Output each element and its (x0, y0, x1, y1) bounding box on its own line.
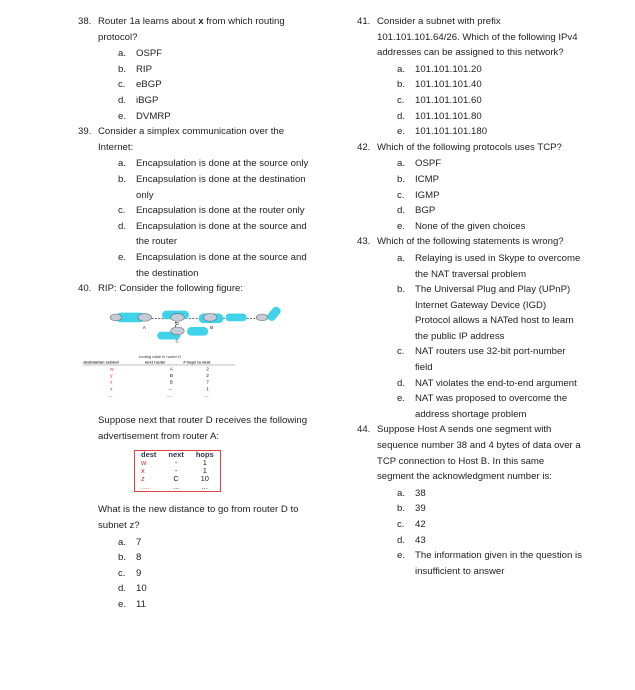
question-text: Which of the following protocols uses TCP? (377, 141, 562, 153)
question-40-context: Suppose next that router D receives the following advertisement from router A: (98, 415, 308, 442)
table-cell: 10 (200, 474, 209, 484)
option-letter: a. (397, 487, 406, 499)
routing-table-title: routing table in router D (138, 353, 181, 359)
table-header: # hops to dest (183, 359, 211, 365)
question-number: 43. (357, 236, 371, 248)
table-header: destination subnet (83, 359, 119, 365)
option-letter: c. (397, 94, 405, 106)
option-text: NAT routers use 32-bit port-number field (415, 346, 566, 374)
table-cell: .... (141, 482, 150, 492)
router-label-c: C (175, 339, 179, 345)
option-b (357, 172, 582, 188)
option-b (357, 282, 582, 344)
option-text: Encapsulation is done at the source and the destination (136, 251, 307, 279)
options-43 (357, 251, 582, 423)
option-text: The information given in the question is insufficient to answer (415, 550, 582, 577)
option-text: 101.101.101.40 (415, 79, 482, 91)
left-column (78, 14, 318, 613)
option-e (357, 548, 582, 579)
table-row (135, 459, 221, 467)
table-cell: - (174, 466, 178, 476)
question-text: Consider a subnet with prefix 101.101.101.64/26. Which of the following IPv4 addresses can be assigned to this network? (377, 16, 578, 59)
options-40 (78, 535, 318, 613)
table-cell: 1 (202, 458, 207, 468)
option-c (357, 344, 582, 375)
table-cell: ... (173, 482, 180, 492)
question-42 (357, 140, 582, 156)
option-text: Encapsulation is done at the source and the router (136, 220, 307, 248)
table-cell: w (141, 458, 147, 468)
option-b (78, 62, 318, 78)
option-text: ICMP (415, 173, 439, 185)
table-cell: .... (166, 393, 173, 399)
question-text: RIP: Consider the following figure: (98, 283, 244, 295)
option-letter: d. (118, 583, 127, 595)
option-letter: b. (397, 173, 406, 185)
table-cell: ... (201, 482, 208, 492)
option-d (357, 109, 582, 125)
option-letter: a. (118, 158, 127, 170)
option-text: Relaying is used in Skype to overcome the NAT traversal problem (415, 252, 581, 280)
option-letter: d. (397, 377, 406, 389)
option-letter: a. (397, 158, 406, 170)
table-header: next router (144, 359, 166, 365)
option-c (357, 517, 582, 533)
question-44 (357, 422, 582, 484)
option-a (78, 156, 318, 172)
option-letter: b. (118, 63, 127, 75)
option-letter: a. (397, 252, 406, 264)
question-43 (357, 234, 582, 250)
option-text: 11 (136, 599, 146, 611)
table-header: dest (141, 450, 157, 460)
table-cell: w (110, 366, 114, 372)
router-icon (171, 327, 184, 335)
router-icon (256, 314, 268, 321)
option-text: Encapsulation is done at the destination only (136, 173, 306, 201)
option-text: 101.101.101.20 (415, 63, 482, 75)
option-text: DVMRP (136, 110, 171, 122)
option-d (78, 93, 318, 109)
option-letter: a. (397, 63, 406, 75)
option-text: 101.101.101.180 (415, 126, 488, 138)
table-cell: A (169, 366, 173, 372)
option-c (78, 77, 318, 93)
option-b (78, 550, 318, 566)
table-cell: z (141, 474, 145, 484)
option-text: iBGP (136, 94, 159, 106)
option-a (78, 46, 318, 62)
option-letter: a. (118, 48, 127, 60)
question-text: Suppose Host A sends one segment with sequence number 38 and 4 bytes of data over a TCP connection to Host B. In this same segment the acknowledgment number is: (377, 424, 581, 483)
option-text: NAT was proposed to overcome the address shortage problem (415, 393, 568, 420)
option-letter: b. (118, 173, 127, 185)
table-cell: 1 (206, 387, 209, 393)
option-text: 38 (415, 487, 426, 499)
option-c (357, 188, 582, 204)
subnet-z (266, 305, 283, 322)
option-text: 101.101.101.60 (415, 94, 482, 106)
router-label-d: D (175, 321, 179, 327)
subnet-segment (226, 313, 247, 321)
option-letter: e. (397, 126, 406, 138)
option-text: Encapsulation is done at the source only (136, 158, 309, 170)
table-cell: B (169, 373, 173, 379)
option-d (78, 581, 318, 597)
option-letter: c. (118, 567, 126, 579)
table-cell: - (174, 458, 178, 468)
question-41 (357, 14, 582, 61)
option-text: Encapsulation is done at the router only (136, 205, 305, 217)
option-letter: e. (397, 393, 406, 405)
option-a (357, 251, 582, 282)
option-letter: d. (397, 205, 406, 217)
question-number: 41. (357, 16, 371, 27)
option-letter: e. (118, 251, 127, 263)
table-cell: x (110, 387, 113, 393)
table-header-row (135, 451, 221, 460)
table-cell: 1 (202, 466, 207, 476)
option-c (357, 93, 582, 109)
rip-network-figure (78, 302, 298, 402)
option-letter: b. (397, 284, 406, 296)
option-b (357, 77, 582, 93)
option-d (357, 376, 582, 392)
table-cell: .... (107, 393, 113, 399)
question-39 (78, 124, 318, 155)
table-cell: C (173, 474, 179, 484)
option-e (78, 250, 318, 281)
option-letter: c. (397, 189, 405, 201)
table-cell: z (110, 380, 113, 386)
option-d (357, 203, 582, 219)
options-44 (357, 486, 582, 580)
option-letter: d. (397, 110, 406, 122)
option-text: RIP (136, 63, 152, 75)
option-text: 9 (136, 567, 142, 579)
option-text: 42 (415, 519, 426, 530)
option-letter: d. (397, 534, 406, 546)
option-text: 8 (136, 552, 142, 564)
subnet-z-part (187, 327, 208, 336)
options-42 (357, 156, 582, 234)
router-label-a: A (142, 325, 147, 331)
option-d (78, 219, 318, 250)
option-a (357, 486, 582, 502)
table-cell: B (169, 380, 173, 386)
option-letter: c. (118, 79, 126, 91)
option-letter: c. (397, 346, 405, 358)
option-a (357, 156, 582, 172)
question-40-prompt: What is the new distance to go from router D to subnet z? (98, 504, 299, 532)
question-number: 38. (78, 16, 92, 27)
question-text: Consider a simplex communication over the Internet: (98, 126, 285, 153)
option-letter: a. (118, 536, 127, 548)
option-letter: e. (118, 110, 127, 122)
option-text: NAT violates the end-to-end argument (415, 377, 577, 389)
table-cell: .... (203, 393, 209, 399)
option-e (78, 109, 318, 125)
option-text: 101.101.101.80 (415, 110, 482, 122)
option-letter: e. (397, 550, 406, 562)
option-e (357, 219, 582, 235)
option-d (357, 533, 582, 549)
option-letter: b. (118, 552, 127, 564)
option-letter: b. (397, 503, 406, 515)
option-e (78, 597, 318, 613)
table-header: next (168, 450, 184, 460)
option-letter: b. (397, 79, 406, 91)
table-cell: x (141, 466, 145, 476)
option-letter: d. (118, 94, 127, 106)
question-number: 40. (78, 283, 92, 295)
router-icon (203, 313, 216, 321)
router-label-b: B (210, 325, 214, 331)
option-text: OSPF (136, 48, 163, 60)
option-c (78, 203, 318, 219)
option-text: 7 (136, 536, 142, 548)
options-38 (78, 46, 318, 124)
advertisement-table (134, 450, 221, 492)
option-text: IGMP (415, 189, 440, 201)
question-40 (78, 281, 318, 297)
right-column (357, 14, 582, 579)
option-letter: d. (118, 220, 127, 232)
table-cell: y (110, 373, 113, 379)
option-text: OSPF (415, 158, 442, 170)
question-number: 39. (78, 126, 92, 138)
router-icon (110, 314, 122, 321)
option-text: BGP (415, 205, 436, 217)
option-letter: c. (397, 519, 405, 530)
option-e (357, 124, 582, 140)
question-text: Which of the following statements is wrong? (377, 236, 564, 248)
option-a (78, 535, 318, 551)
option-letter: c. (118, 205, 126, 217)
table-header: hops (195, 450, 214, 460)
option-text: 43 (415, 534, 426, 546)
question-number: 42. (357, 141, 371, 153)
option-letter: e. (118, 599, 127, 611)
router-icon (171, 313, 184, 321)
options-41 (357, 62, 582, 140)
router-icon (138, 313, 151, 321)
option-text: 39 (415, 503, 426, 515)
option-text: 10 (136, 583, 147, 595)
table-cell: -- (168, 387, 172, 393)
option-text: eBGP (136, 79, 162, 91)
option-e (357, 391, 582, 422)
question-text: Router 1a learns about x from which routing protocol? (98, 16, 285, 43)
option-c (78, 566, 318, 582)
option-text: The Universal Plug and Play (UPnP) Internet Gateway Device (IGD) Protocol allows a NATed host to learn the public IP address (415, 284, 574, 342)
question-38 (78, 14, 318, 45)
table-row (135, 483, 221, 492)
question-number: 44. (357, 424, 371, 436)
table-cell: 7 (206, 380, 209, 386)
table-cell: 2 (206, 366, 209, 372)
option-a (357, 62, 582, 78)
option-b (357, 501, 582, 517)
emphasis-x: x (198, 16, 204, 27)
table-cell: 2 (206, 373, 209, 379)
option-letter: e. (397, 220, 406, 232)
options-39 (78, 156, 318, 281)
option-text: None of the given choices (415, 220, 526, 232)
option-b (78, 172, 318, 203)
